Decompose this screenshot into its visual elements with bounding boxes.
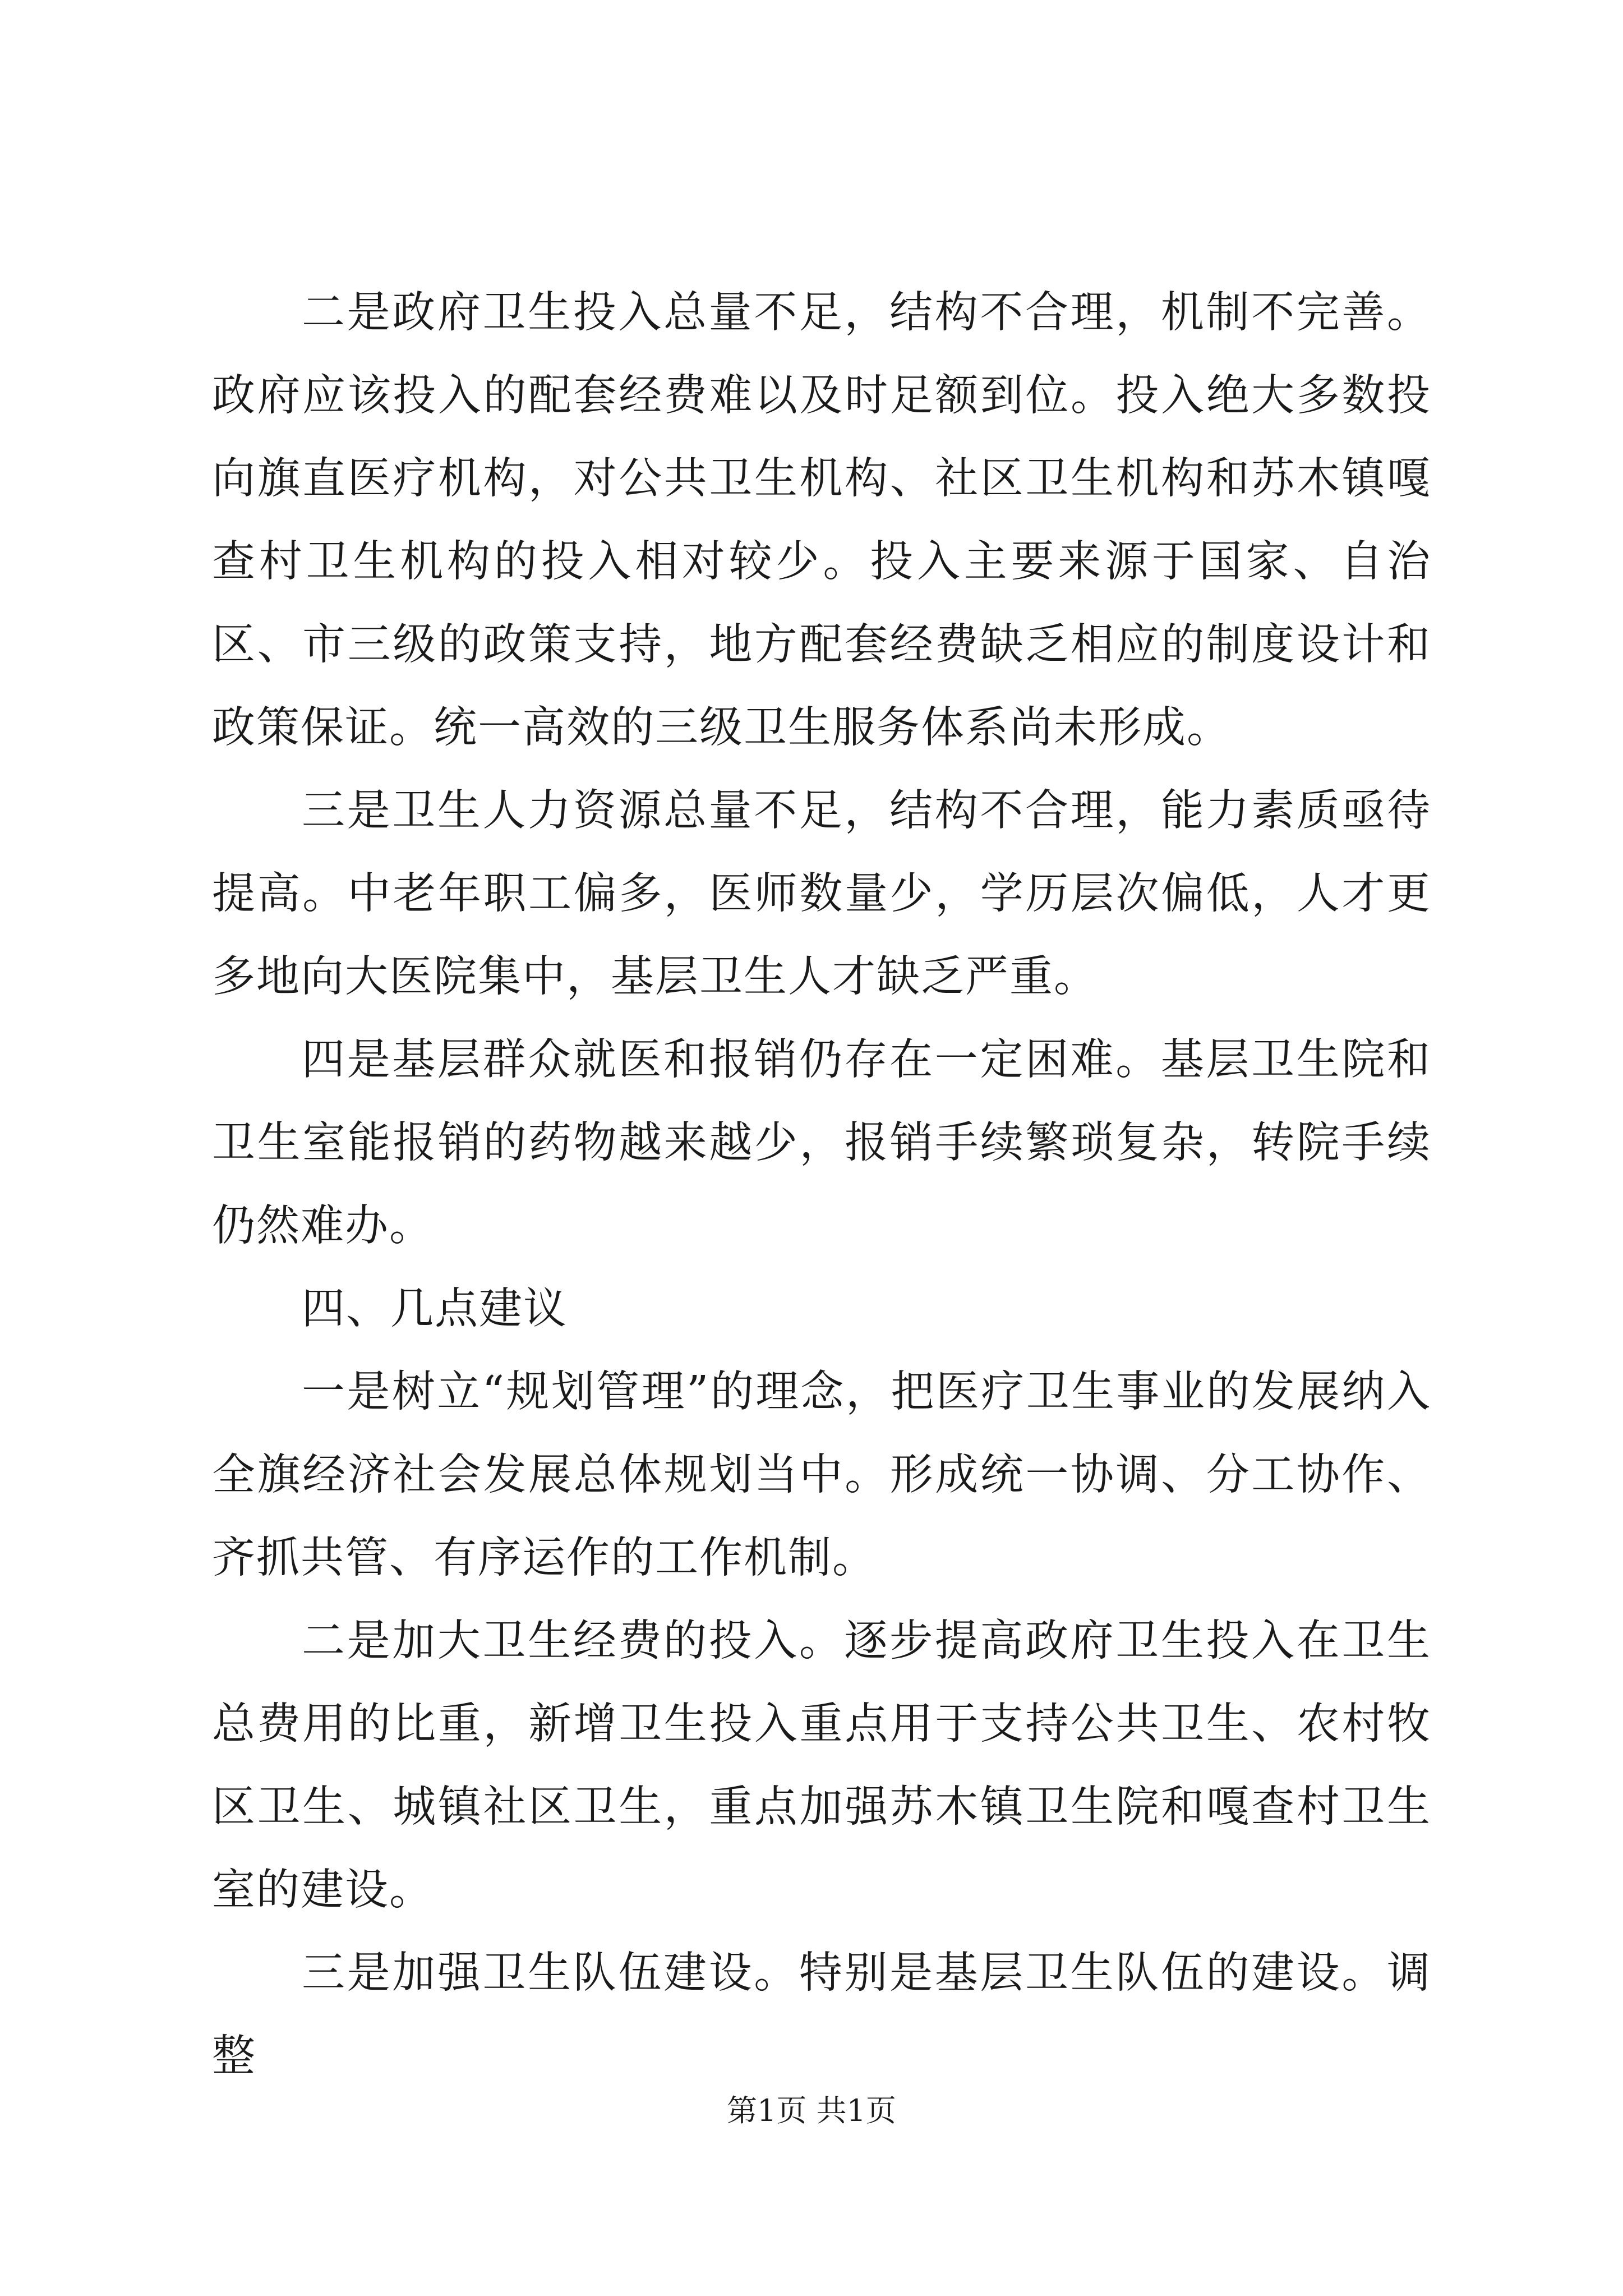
paragraph-reimbursement-problem: 四是基层群众就医和报销仍存在一定困难。基层卫生院和卫生室能报销的药物越来越少，报销手续繁琐复杂，转院手续仍然难办。 bbox=[212, 1035, 1431, 1251]
section-heading-suggestions: 四、几点建议 bbox=[302, 1284, 568, 1334]
paragraph-suggestion-workforce: 三是加强卫生队伍建设。特别是基层卫生队伍的建设。调整 bbox=[212, 1948, 1431, 2081]
page-number-footer: 第1页 共1页 bbox=[727, 2093, 896, 2128]
paragraph-staffing-problem: 三是卫生人力资源总量不足，结构不合理，能力素质亟待提高。中老年职工偏多，医师数量少，学历层次偏低，人才更多地向大医院集中，基层卫生人才缺乏严重。 bbox=[212, 786, 1431, 1002]
paragraph-funding-problem: 二是政府卫生投入总量不足，结构不合理，机制不完善。政府应该投入的配套经费难以及时足额到位。投入绝大多数投向旗直医疗机构，对公共卫生机构、社区卫生机构和苏木镇嘎查村卫生机构的投入相对较少。投入主要来源于国家、自治区、市三级的政策支持，地方配套经费缺乏相应的制度设计和政策保证。统一高效的三级卫生服务体系尚未形成。 bbox=[212, 288, 1431, 753]
paragraph-suggestion-funding: 二是加大卫生经费的投入。逐步提高政府卫生投入在卫生总费用的比重，新增卫生投入重点用于支持公共卫生、农村牧区卫生、城镇社区卫生，重点加强苏木镇卫生院和嘎查村卫生室的建设。 bbox=[212, 1616, 1431, 1915]
paragraph-suggestion-planning: 一是树立“规划管理”的理念，把医疗卫生事业的发展纳入全旗经济社会发展总体规划当中。形成统一协调、分工协作、齐抓共管、有序运作的工作机制。 bbox=[212, 1367, 1431, 1583]
document-body bbox=[212, 272, 1431, 2098]
